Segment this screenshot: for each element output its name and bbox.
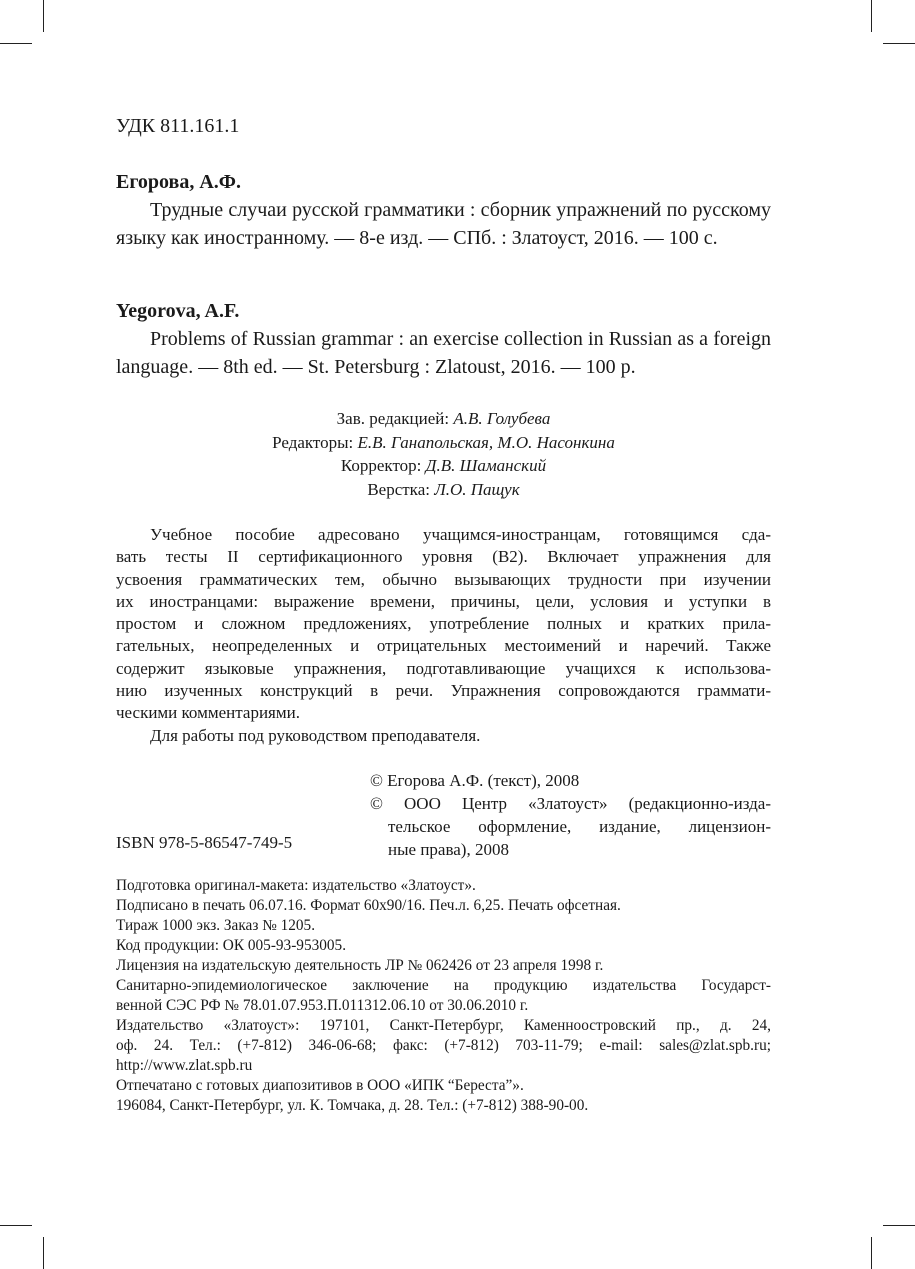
- crop-mark-top-right-horizontal: [883, 43, 915, 44]
- credit-person: Д.В. Шаманский: [425, 456, 547, 475]
- credit-line: [116, 478, 771, 502]
- credit-person: Л.О. Пащук: [434, 479, 520, 499]
- credit-role: Корректор:: [340, 456, 422, 475]
- copyright-text: тельское оформление, издание, лицензион-: [388, 817, 771, 836]
- credit-role: Верстка:: [367, 479, 430, 499]
- isbn: ISBN 978-5-86547-749-5: [116, 833, 293, 852]
- en-description: Problems of Russian grammar : an exercise collection in Russian as a foreign language. — 8th ed. — St. Petersburg : Zlatoust, 2016. — 100 p.: [116, 328, 771, 378]
- imprint-line: Подготовка оригинал-макета: издательство «Златоуст».: [116, 877, 476, 894]
- imprint-line: Лицензия на издательскую деятельность ЛР № 062426 от 23 апреля 1998 г.: [116, 957, 604, 974]
- imprint-line: Санитарно-эпидемиологическое заключение на продукцию издательства Государст-: [116, 977, 771, 994]
- ru-author: Егорова, А.Ф.: [116, 171, 241, 193]
- copyright-text: © ООО Центр «Златоуст» (редакционно-изда-: [370, 794, 771, 813]
- ru-description: Трудные случаи русской грамматики : сборник упражнений по русскому языку как иностранному. — 8-е изд. — СПб. : Златоуст, 2016. — 100 с.: [116, 199, 771, 249]
- imprint-line: Подписано в печать 06.07.16. Формат 60x90/16. Печ.л. 6,25. Печать офсетная.: [116, 897, 621, 914]
- copyright-text: © Егорова А.Ф. (текст), 2008: [370, 771, 580, 790]
- imprint-line: Тираж 1000 экз. Заказ № 1205.: [116, 917, 316, 934]
- annotation-line: содержит языковые упражнения, подготавливающие учащихся к использова-: [116, 658, 771, 678]
- imprint: [116, 876, 771, 1116]
- credit-person: Е.В. Ганапольская, М.О. Насонкина: [357, 432, 615, 452]
- crop-mark-top-left-vertical: [43, 0, 44, 32]
- copyright-text: ные права), 2008: [388, 840, 509, 859]
- copyright-block: [370, 769, 771, 861]
- annotation-line: простом и сложном предложениях, употребление полных и кратких прила-: [116, 614, 771, 634]
- annotation-line: их иностранцами: выражение времени, причины, цели, условия и уступки в: [116, 591, 771, 611]
- annotation-line: нию изученных конструкций в речи. Упражнения сопровождаются граммати-: [116, 681, 771, 701]
- credit-line: [116, 454, 771, 478]
- credit-line: [116, 431, 771, 455]
- credit-line: [116, 407, 771, 431]
- credit-person: А.В. Голубева: [453, 409, 551, 428]
- crop-mark-bottom-right-horizontal: [883, 1225, 915, 1226]
- annotation-line: вать тесты II сертификационного уровня (B2). Включает упражнения для: [116, 547, 771, 567]
- annotation-line: гательных, неопределенных и отрицательных местоимений и наречий. Также: [116, 636, 771, 656]
- imprint-line: Код продукции: ОК 005-93-953005.: [116, 937, 347, 954]
- crop-mark-bottom-right-vertical: [871, 1237, 872, 1269]
- crop-mark-top-right-vertical: [871, 0, 872, 32]
- crop-mark-bottom-left-horizontal: [0, 1225, 32, 1226]
- annotation-line: усвоения грамматических тем, обычно вызывающих трудности при изучении: [116, 569, 771, 589]
- imprint-line: 196084, Санкт-Петербург, ул. К. Томчака, д. 28. Тел.: (+7-812) 388-90-00.: [116, 1097, 589, 1114]
- credits-block: [116, 407, 771, 501]
- udk-code: УДК 811.161.1: [116, 115, 240, 137]
- crop-mark-top-left-horizontal: [0, 43, 32, 44]
- imprint-line: венной СЭС РФ № 78.01.07.953.П.011312.06.10 от 30.06.2010 г.: [116, 997, 529, 1014]
- imprint-line: Отпечатано с готовых диапозитивов в ООО «ИПК “Береста”».: [116, 1077, 524, 1094]
- annotation-line: ческими комментариями.: [116, 703, 300, 723]
- annotation-line: Учебное пособие адресовано учащимся-иностранцам, готовящимся сда-: [150, 525, 771, 544]
- crop-mark-bottom-left-vertical: [43, 1237, 44, 1269]
- imprint-line: оф. 24. Тел.: (+7-812) 346-06-68; факс: (+7-812) 703-11-79; e-mail: sales@zlat.spb.ru;: [116, 1037, 771, 1054]
- annotation: [116, 524, 771, 747]
- annotation-note: Для работы под руководством преподавателя.: [150, 725, 481, 745]
- imprint-line: http://www.zlat.spb.ru: [116, 1057, 253, 1074]
- credit-role: Редакторы:: [272, 432, 354, 452]
- en-author: Yegorova, A.F.: [116, 300, 240, 322]
- credit-role: Зав. редакцией:: [336, 409, 450, 428]
- imprint-line: Издательство «Златоуст»: 197101, Санкт-Петербург, Каменноостровский пр., д. 24,: [116, 1017, 771, 1034]
